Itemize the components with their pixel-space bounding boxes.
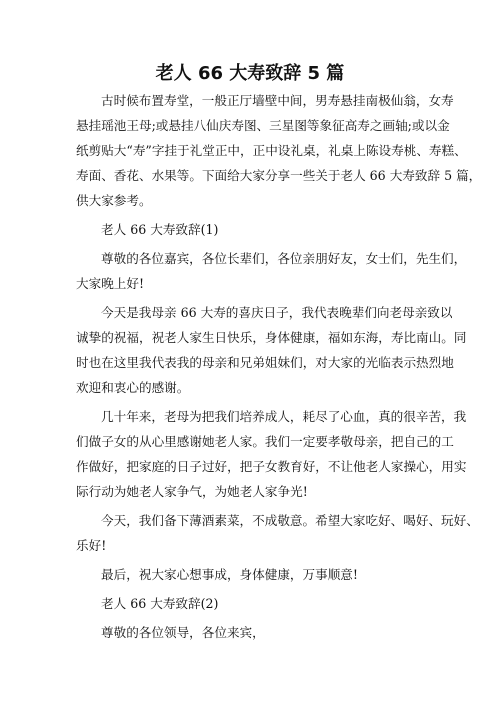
document-body [76, 88, 482, 645]
text-line: 供大家参考。 [76, 193, 152, 208]
text-line: 大家晚上好! [76, 276, 145, 291]
paragraph-birthday [76, 300, 467, 400]
text-line: 今天是我母亲 66 大寿的喜庆日子，我代表晚辈们向老母亲致以 [101, 305, 453, 320]
text-line: 悬挂瑶池王母;或悬挂八仙庆寿图、三星图等象征高寿之画轴;或以金 [76, 118, 450, 133]
section-heading-text: 老人 66 大寿致辞(2) [101, 596, 219, 611]
section-heading-text: 老人 66 大寿致辞(1) [101, 222, 219, 237]
text-line: 最后，祝大家心想事成，身体健康，万事顺意! [101, 567, 358, 582]
text-line: 时也在这里我代表我的母亲和兄弟姐妹们，对大家的光临表示热烈地 [76, 355, 454, 370]
text-line: 作做好，把家庭的日子过好，把子女教育好，不让他老人家操心，用实 [76, 459, 467, 474]
paragraph-greeting [76, 246, 467, 296]
text-line: 古时候布置寿堂，一般正厅墙壁中间，男寿悬挂南极仙翁，女寿 [101, 93, 454, 108]
text-line: 们做子女的从心里感谢她老人家。我们一定要孝敬母亲，把自己的工 [76, 434, 454, 449]
text-line: 尊敬的各位嘉宾，各位长辈们，各位亲朋好友，女士们，先生们， [101, 251, 467, 266]
text-line: 诚挚的祝福，祝老人家生日快乐，身体健康，福如东海，寿比南山。同 [76, 330, 467, 345]
document-title: 老人 66 大寿致辞 5 篇 [155, 63, 345, 84]
text-line: 几十年来，老母为把我们培养成人，耗尽了心血，真的很辛苦，我 [101, 409, 467, 424]
text-line: 尊敬的各位领导，各位来宾， [101, 625, 265, 640]
text-line: 际行动为她老人家争气，为她老人家争光! [76, 484, 308, 499]
paragraph-greeting-2 [76, 620, 424, 645]
text-line: 寿面、香花、水果等。下面给大家分享一些关于老人 66 大寿致辞 5 篇， [76, 168, 482, 183]
text-line: 欢迎和衷心的感谢。 [76, 380, 190, 395]
section-heading-2 [76, 591, 424, 616]
paragraph-today [76, 508, 479, 558]
text-line: 纸剪贴大“寿”字挂于礼堂正中，正中设礼桌，礼桌上陈设寿桃、寿糕、 [76, 143, 467, 158]
text-line: 乐好! [76, 538, 107, 553]
text-line: 今天，我们备下薄酒素菜，不成敬意。希望大家吃好、喝好、玩好、 [101, 513, 479, 528]
section-heading-1 [76, 217, 424, 242]
paragraph-intro [76, 88, 482, 213]
paragraph-gratitude [76, 404, 467, 504]
paragraph-closing [76, 562, 424, 587]
